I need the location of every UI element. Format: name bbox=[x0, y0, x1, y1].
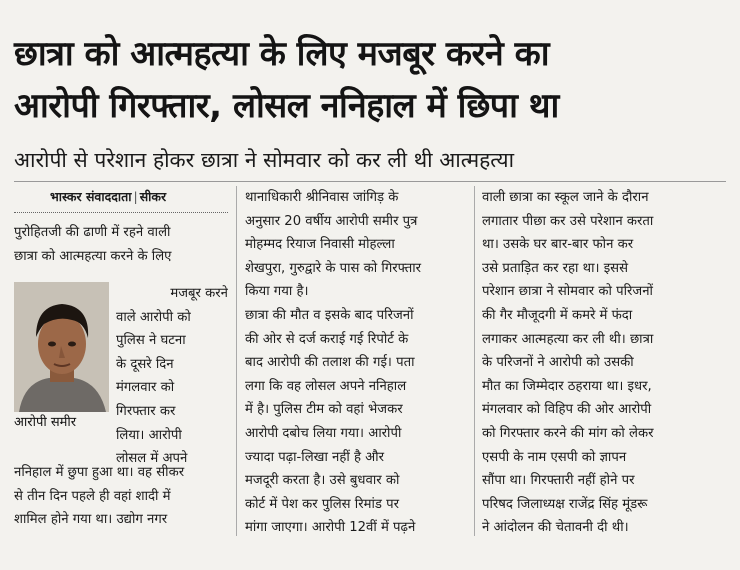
headline-line-2: आरोपी गिरफ्तार, लोसल ननिहाल में छिपा था bbox=[14, 86, 559, 126]
column-1-line: से तीन दिन पहले ही वहां शादी में bbox=[14, 488, 171, 504]
column-3-line: के परिजनों ने आरोपी को उसकी bbox=[482, 355, 634, 371]
column-3-line: एसपी के नाम एसपी को ज्ञापन bbox=[482, 449, 627, 465]
column-2-line: की ओर से दर्ज कराई गई रिपोर्ट के bbox=[245, 331, 409, 347]
column-1-wrap bbox=[116, 282, 228, 471]
column-1-line: वाले आरोपी को bbox=[116, 309, 191, 325]
column-2-line: मोहम्मद रियाज निवासी मोहल्ला bbox=[245, 237, 395, 253]
column-2-line: बाद आरोपी की तलाश की गई। पता bbox=[245, 355, 415, 371]
column-2-line: थानाधिकारी श्रीनिवास जांगिड़ के bbox=[245, 190, 399, 205]
column-2-line: छात्रा की मौत व इसके बाद परिजनों bbox=[245, 307, 414, 323]
column-1-line: लोसल में अपने bbox=[116, 451, 188, 467]
column-2-line: लगा कि वह लोसल अपने ननिहाल bbox=[245, 378, 407, 394]
column-1-line: छात्रा को आत्महत्या करने के लिए bbox=[14, 248, 172, 264]
column-1-line: मजबूर करने bbox=[170, 286, 228, 301]
headline-line-1: छात्रा को आत्महत्या के लिए मजबूर करने का bbox=[14, 34, 550, 74]
column-1-line: गिरफ्तार कर bbox=[116, 403, 176, 419]
column-2-line: अनुसार 20 वर्षीय आरोपी समीर पुत्र bbox=[245, 213, 418, 229]
column-1-line: लिया। आरोपी bbox=[116, 427, 182, 443]
column-3-line: सौंपा था। गिरफ्तारी नहीं होने पर bbox=[482, 473, 635, 489]
column-3-line: मंगलवार को विहिप की ओर आरोपी bbox=[482, 402, 652, 418]
byline-place: सीकर bbox=[139, 189, 167, 204]
column-1-line: के दूसरे दिन bbox=[116, 356, 174, 372]
column-3-line: उसे प्रताड़ित कर रहा था। इससे bbox=[482, 260, 629, 276]
column-2-line: आरोपी दबोच लिया गया। आरोपी bbox=[245, 425, 402, 441]
column-1-line: शामिल होने गया था। उद्योग नगर bbox=[14, 512, 168, 528]
headline bbox=[14, 28, 726, 132]
byline: भास्कर संवाददाता | सीकर bbox=[50, 189, 167, 204]
column-3-line: परिषद जिलाध्यक्ष राजेंद्र सिंह मूंडरू bbox=[482, 496, 648, 512]
accused-photo bbox=[14, 282, 109, 412]
portrait-image bbox=[14, 282, 109, 412]
column-3-line: मौत का जिम्मेदार ठहराया था। इधर, bbox=[482, 378, 652, 394]
column-divider bbox=[236, 186, 237, 536]
column-3-line: की गैर मौजूदगी में कमरे में फंदा bbox=[482, 307, 633, 323]
column-2-line: शेखपुरा, गुरुद्वारे के पास को गिरफ्तार bbox=[245, 260, 422, 276]
column-3-line: लगाकर आत्महत्या कर ली थी। छात्रा bbox=[482, 331, 654, 347]
column-1-line: मंगलवार को bbox=[116, 380, 175, 396]
column-3-line: वाली छात्रा का स्कूल जाने के दौरान bbox=[482, 190, 649, 205]
top-divider bbox=[14, 181, 726, 182]
column-3 bbox=[482, 186, 712, 540]
column-2-line: मांगा जाएगा। आरोपी 12वीं में पढ़ने bbox=[245, 520, 416, 536]
column-2-line: किया गया है। bbox=[245, 284, 309, 300]
column-1-line: पुरोहितजी की ढाणी में रहने वाली bbox=[14, 225, 171, 240]
column-2-line: मजदूरी करता है। उसे बुधवार को bbox=[245, 473, 400, 489]
column-3-line: को गिरफ्तार करने की मांग को लेकर bbox=[482, 425, 654, 441]
column-2 bbox=[245, 186, 466, 540]
column-1-line: पुलिस ने घटना bbox=[116, 333, 186, 349]
column-3-line: परेशान छात्रा ने सोमवार को परिजनों bbox=[482, 284, 653, 300]
column-2-line: कोर्ट में पेश कर पुलिस रिमांड पर bbox=[245, 496, 400, 512]
byline-reporter: भास्कर संवाददाता bbox=[50, 189, 132, 204]
column-1-line: ननिहाल में छुपा हुआ था। वह सीकर bbox=[14, 465, 185, 480]
column-2-line: में है। पुलिस टीम को वहां भेजकर bbox=[245, 402, 403, 418]
column-1-bottom bbox=[14, 461, 228, 532]
column-1 bbox=[14, 186, 228, 268]
column-3-line: लगातार पीछा कर उसे परेशान करता bbox=[482, 213, 654, 229]
subheadline: आरोपी से परेशान होकर छात्रा ने सोमवार को कर ली थी आत्महत्या bbox=[14, 148, 515, 172]
column-3-line: था। उसके घर बार-बार फोन कर bbox=[482, 237, 634, 253]
column-2-line: ज्यादा पढ़ा-लिखा नहीं है और bbox=[245, 449, 385, 465]
byline-divider bbox=[14, 212, 228, 213]
column-divider bbox=[474, 186, 475, 536]
photo-caption: आरोपी समीर bbox=[14, 415, 77, 430]
column-3-line: ने आंदोलन की चेतावनी दी थी। bbox=[482, 520, 629, 536]
